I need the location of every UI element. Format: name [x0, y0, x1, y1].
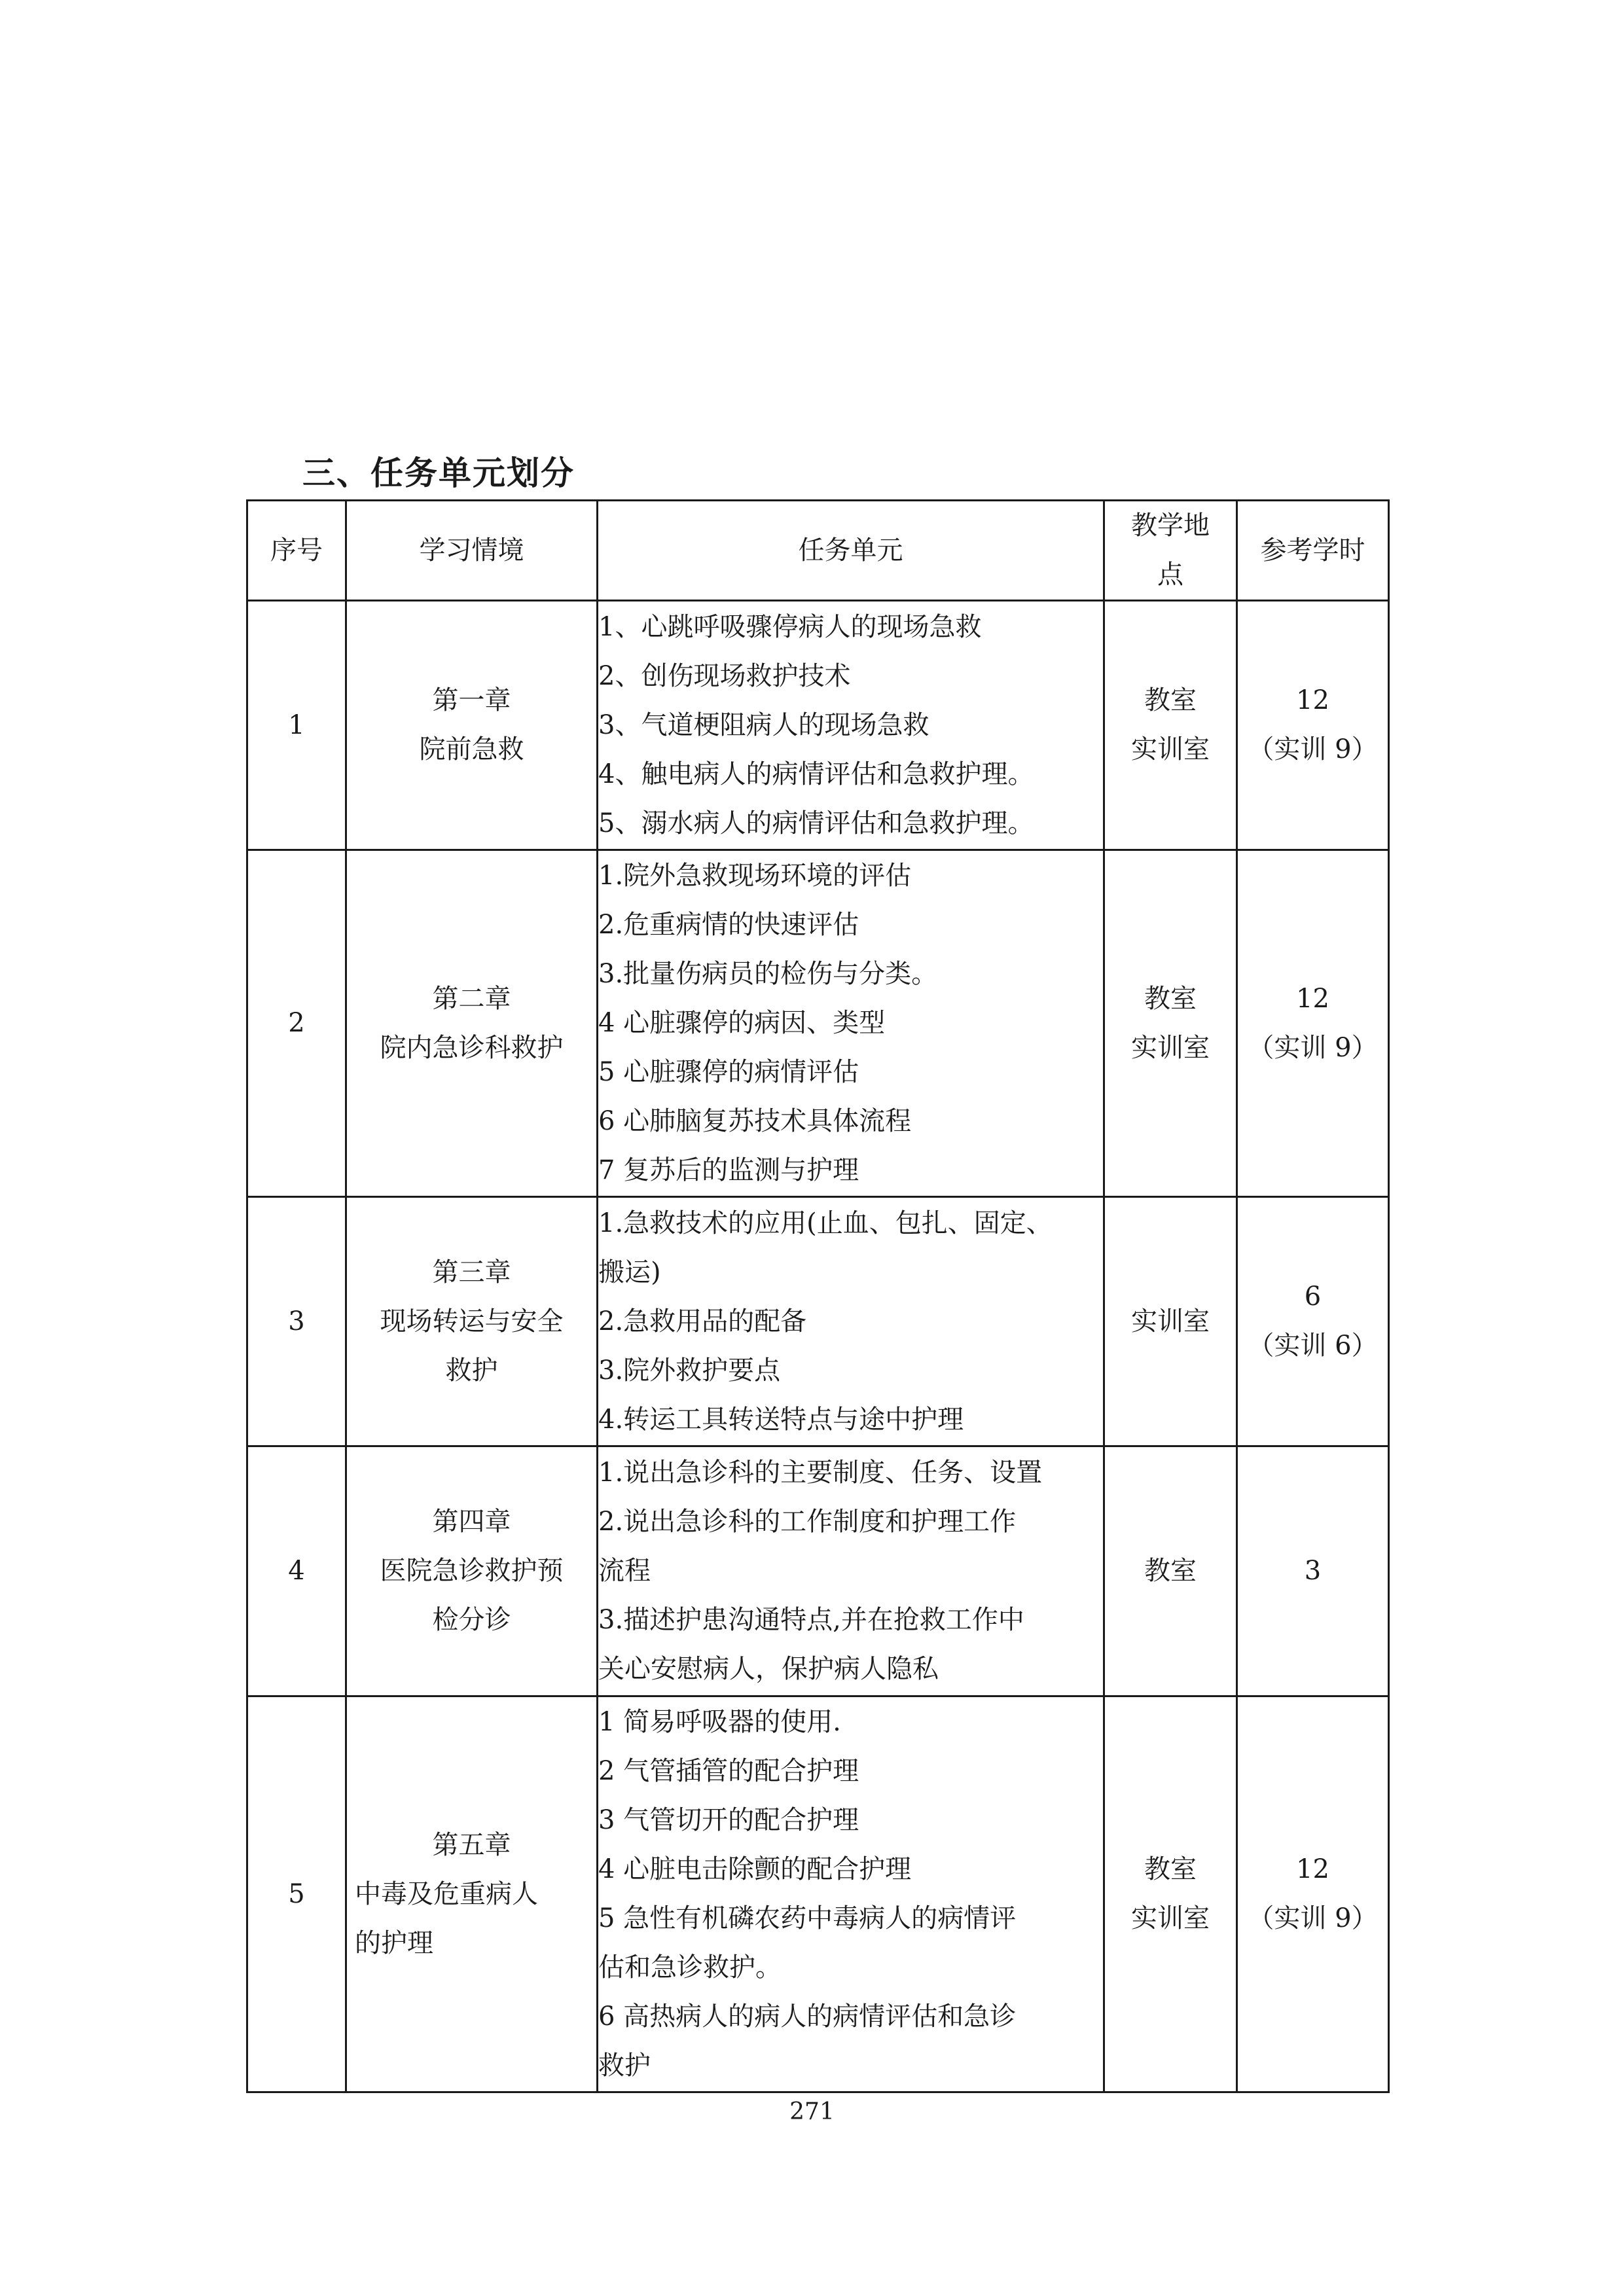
- task-item: 流程: [598, 1556, 651, 1586]
- header-place-line2: 点: [1157, 560, 1183, 590]
- row-tasks: [598, 1696, 1104, 2092]
- place-line: 教室: [1144, 983, 1197, 1014]
- row-place: [1104, 850, 1237, 1197]
- task-item: 1.说出急诊科的主要制度、任务、设置: [598, 1458, 1043, 1488]
- task-item: 1、心跳呼吸骤停病人的现场急救: [598, 611, 982, 642]
- row-place: [1104, 1696, 1237, 2092]
- task-item: 4、触电病人的病情评估和急救护理。: [598, 759, 1034, 789]
- row-seq: 1: [247, 601, 346, 850]
- task-unit-table: [246, 499, 1390, 2093]
- task-item: 关心安慰病人，保护病人隐私: [598, 1654, 939, 1684]
- page-number: 271: [789, 2098, 835, 2125]
- hours-note: （实训 9）: [1248, 1032, 1378, 1063]
- task-item: 1.急救技术的应用(止血、包扎、固定、: [598, 1208, 1053, 1238]
- context-line: 院前急救: [419, 734, 524, 764]
- context-line: 医院急诊救护预: [380, 1556, 564, 1586]
- context-line: 救护: [445, 1355, 498, 1386]
- row-hours: [1237, 1446, 1389, 1696]
- place-line: 教室: [1144, 1854, 1197, 1884]
- place-line: 实训室: [1131, 1032, 1210, 1063]
- task-item: 2.急救用品的配备: [598, 1306, 807, 1336]
- row-context: [346, 850, 598, 1197]
- place-line: 教室: [1144, 1556, 1197, 1586]
- chapter-label: 第一章: [432, 685, 511, 715]
- place-line: 教室: [1144, 685, 1197, 715]
- row-context: [346, 601, 598, 850]
- hours-value: 3: [1304, 1556, 1322, 1586]
- chapter-label: 第四章: [432, 1507, 511, 1537]
- task-item: 3.描述护患沟通特点,并在抢救工作中: [598, 1605, 1024, 1635]
- task-item: 2.危重病情的快速评估: [598, 910, 859, 940]
- row-seq: 2: [247, 850, 346, 1197]
- task-item: 救护: [598, 2051, 651, 2081]
- task-item: 3 气管切开的配合护理: [598, 1805, 859, 1835]
- task-item: 2、创伤现场救护技术: [598, 660, 851, 691]
- row-hours: [1237, 1696, 1389, 2092]
- context-line: 检分诊: [432, 1605, 511, 1635]
- task-item: 5、溺水病人的病情评估和急救护理。: [598, 808, 1034, 838]
- row-tasks: [598, 850, 1104, 1197]
- row-context: [346, 1446, 598, 1696]
- task-item: 搬运): [598, 1257, 661, 1287]
- place-line: 实训室: [1131, 734, 1210, 764]
- task-item: 3.批量伤病员的检伤与分类。: [598, 959, 938, 989]
- row-tasks: [598, 1446, 1104, 1696]
- row-tasks: [598, 1197, 1104, 1446]
- context-line: 现场转运与安全: [380, 1306, 564, 1336]
- table-header-row: [247, 501, 1389, 601]
- section-title: 三、任务单元划分: [302, 454, 575, 492]
- task-item: 1 简易呼吸器的使用.: [598, 1707, 841, 1737]
- task-item: 6 高热病人的病人的病情评估和急诊: [598, 2001, 1017, 2032]
- row-place: [1104, 1197, 1237, 1446]
- hours-note: （实训 9）: [1248, 734, 1378, 764]
- row-context: [346, 1696, 598, 2092]
- row-place: [1104, 1446, 1237, 1696]
- task-item: 3、气道梗阻病人的现场急救: [598, 709, 929, 740]
- context-line: 的护理: [355, 1928, 433, 1958]
- row-tasks: [598, 601, 1104, 850]
- task-item: 7 复苏后的监测与护理: [598, 1155, 859, 1185]
- row-hours: [1237, 1197, 1389, 1446]
- row-hours: [1237, 601, 1389, 850]
- hours-note: （实训 6）: [1248, 1331, 1378, 1361]
- hours-value: 12: [1296, 685, 1329, 715]
- table-row: [247, 1446, 1389, 1696]
- task-item: 5 急性有机磷农药中毒病人的病情评: [598, 1903, 1017, 1933]
- place-line: 实训室: [1131, 1903, 1210, 1933]
- header-context: 学习情境: [346, 501, 598, 601]
- task-item: 3.院外救护要点: [598, 1355, 781, 1386]
- row-hours: [1237, 850, 1389, 1197]
- task-item: 4.转运工具转送特点与途中护理: [598, 1404, 964, 1435]
- hours-value: 12: [1296, 983, 1329, 1014]
- context-line: 中毒及危重病人: [355, 1878, 538, 1909]
- header-hours: 参考学时: [1237, 501, 1389, 601]
- header-place: [1104, 501, 1237, 601]
- place-line: 实训室: [1131, 1306, 1210, 1336]
- task-item: 2.说出急诊科的工作制度和护理工作: [598, 1507, 1017, 1537]
- task-item: 1.院外急救现场环境的评估: [598, 861, 912, 891]
- row-seq: 3: [247, 1197, 346, 1446]
- task-item: 5 心脏骤停的病情评估: [598, 1057, 859, 1087]
- hours-note: （实训 9）: [1248, 1903, 1378, 1933]
- hours-value: 12: [1296, 1854, 1329, 1884]
- table-row: [247, 850, 1389, 1197]
- task-item: 4 心脏骤停的病因、类型: [598, 1008, 886, 1038]
- row-place: [1104, 601, 1237, 850]
- context-line: 院内急诊科救护: [380, 1032, 564, 1063]
- hours-value: 6: [1304, 1282, 1322, 1312]
- header-place-line1: 教学地: [1131, 511, 1210, 541]
- row-seq: 4: [247, 1446, 346, 1696]
- row-context: [346, 1197, 598, 1446]
- header-seq: 序号: [247, 501, 346, 601]
- table-row: [247, 1197, 1389, 1446]
- chapter-label: 第五章: [432, 1829, 511, 1860]
- row-seq: 5: [247, 1696, 346, 2092]
- task-item: 6 心肺脑复苏技术具体流程: [598, 1106, 912, 1136]
- task-item: 估和急诊救护。: [598, 1952, 782, 1982]
- task-item: 4 心脏电击除颤的配合护理: [598, 1854, 912, 1884]
- task-item: 2 气管插管的配合护理: [598, 1756, 859, 1786]
- chapter-label: 第三章: [432, 1257, 511, 1287]
- table-row: [247, 1696, 1389, 2092]
- table-row: [247, 601, 1389, 850]
- header-tasks: 任务单元: [598, 501, 1104, 601]
- chapter-label: 第二章: [432, 983, 511, 1014]
